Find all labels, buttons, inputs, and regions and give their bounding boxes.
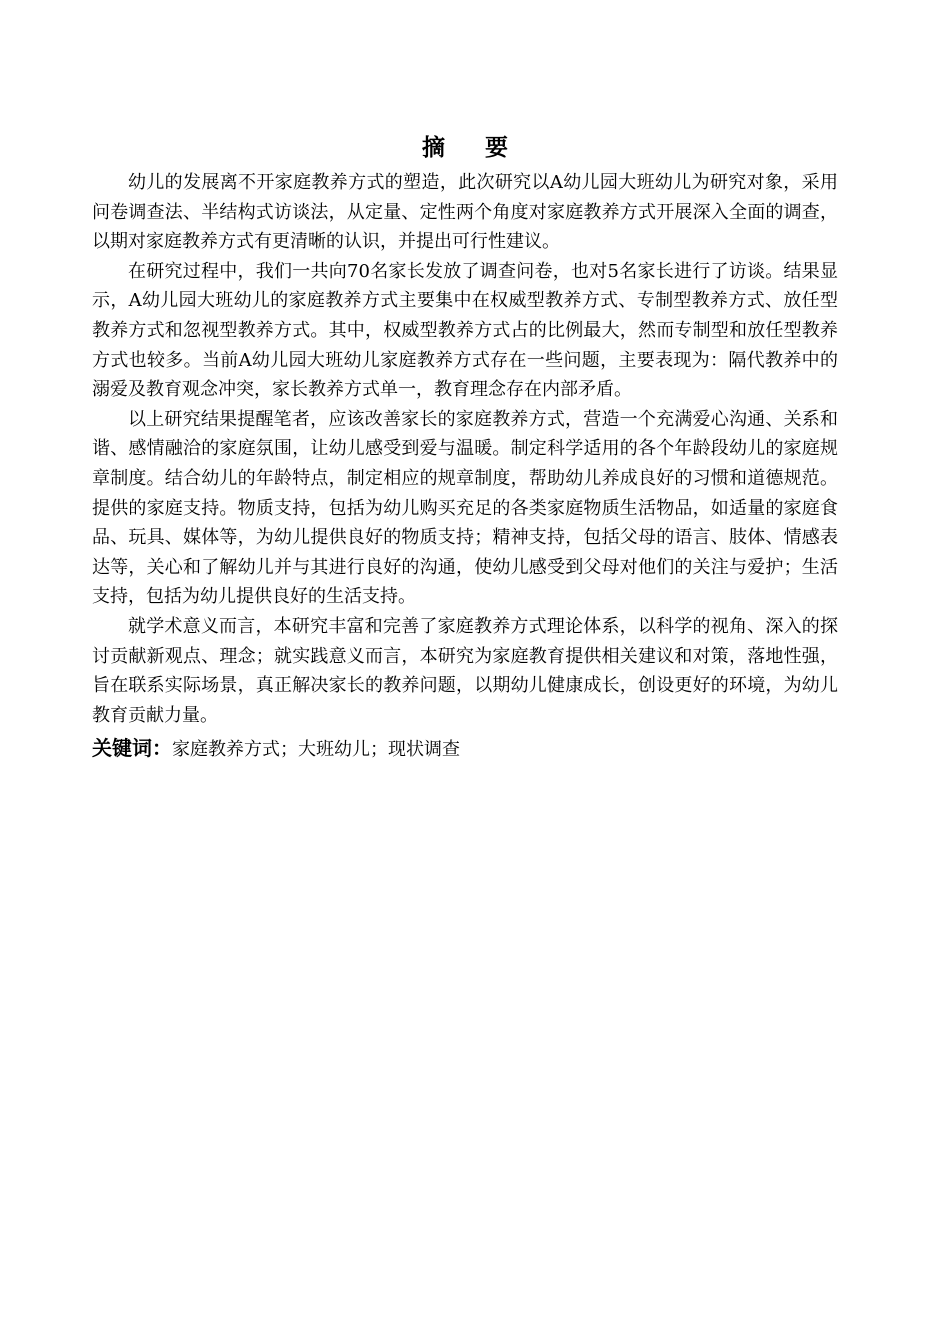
keywords-text: 家庭教养方式；大班幼儿；现状调查 bbox=[172, 739, 460, 761]
abstract-paragraph-1: 幼儿的发展离不开家庭教养方式的塑造，此次研究以A幼儿园大班幼儿为研究对象，采用问卷调查法、半结构式访谈法，从定量、定性两个角度对家庭教养方式开展深入全面的调查，以期对家庭教养方式有更清晰的认识，并提出可行性建议。 bbox=[92, 172, 838, 253]
keywords-line bbox=[92, 732, 838, 766]
abstract-paragraph-4: 就学术意义而言，本研究丰富和完善了家庭教养方式理论体系，以科学的视角、深入的探讨贡献新观点、理念；就实践意义而言，本研究为家庭教育提供相关建议和对策，落地性强，旨在联系实际场景，真正解决家长的教养问题，以期幼儿健康成长，创设更好的环境，为幼儿教育贡献力量。 bbox=[92, 615, 838, 726]
abstract-paragraph-2: 在研究过程中，我们一共向70名家长发放了调查问卷，也对5名家长进行了访谈。结果显示，A幼儿园大班幼儿的家庭教养方式主要集中在权威型教养方式、专制型教养方式、放任型教养方式和忽视型教养方式。其中，权威型教养方式占的比例最大，然而专制型和放任型教养方式也较多。当前A幼儿园大班幼儿家庭教养方式存在一些问题，主要表现为：隔代教养中的溺爱及教育观念冲突，家长教养方式单一，教育理念存在内部矛盾。 bbox=[92, 260, 838, 401]
abstract-title: 摘要 bbox=[422, 135, 548, 161]
abstract-paragraph-3: 以上研究结果提醒笔者，应该改善家长的家庭教养方式，营造一个充满爱心沟通、关系和谐、感情融洽的家庭氛围，让幼儿感受到爱与温暖。制定科学适用的各个年龄段幼儿的家庭规章制度。结合幼儿的年龄特点，制定相应的规章制度，帮助幼儿养成良好的习惯和道德规范。提供的家庭支持。物质支持，包括为幼儿购买充足的各类家庭物质生活物品，如适量的家庭食品、玩具、媒体等，为幼儿提供良好的物质支持；精神支持，包括父母的语言、肢体、情感表达等，关心和了解幼儿并与其进行良好的沟通，使幼儿感受到父母对他们的关注与爱护；生活支持，包括为幼儿提供良好的生活支持。 bbox=[92, 408, 838, 608]
document-page bbox=[92, 128, 838, 766]
keywords-label: 关键词： bbox=[92, 736, 172, 761]
